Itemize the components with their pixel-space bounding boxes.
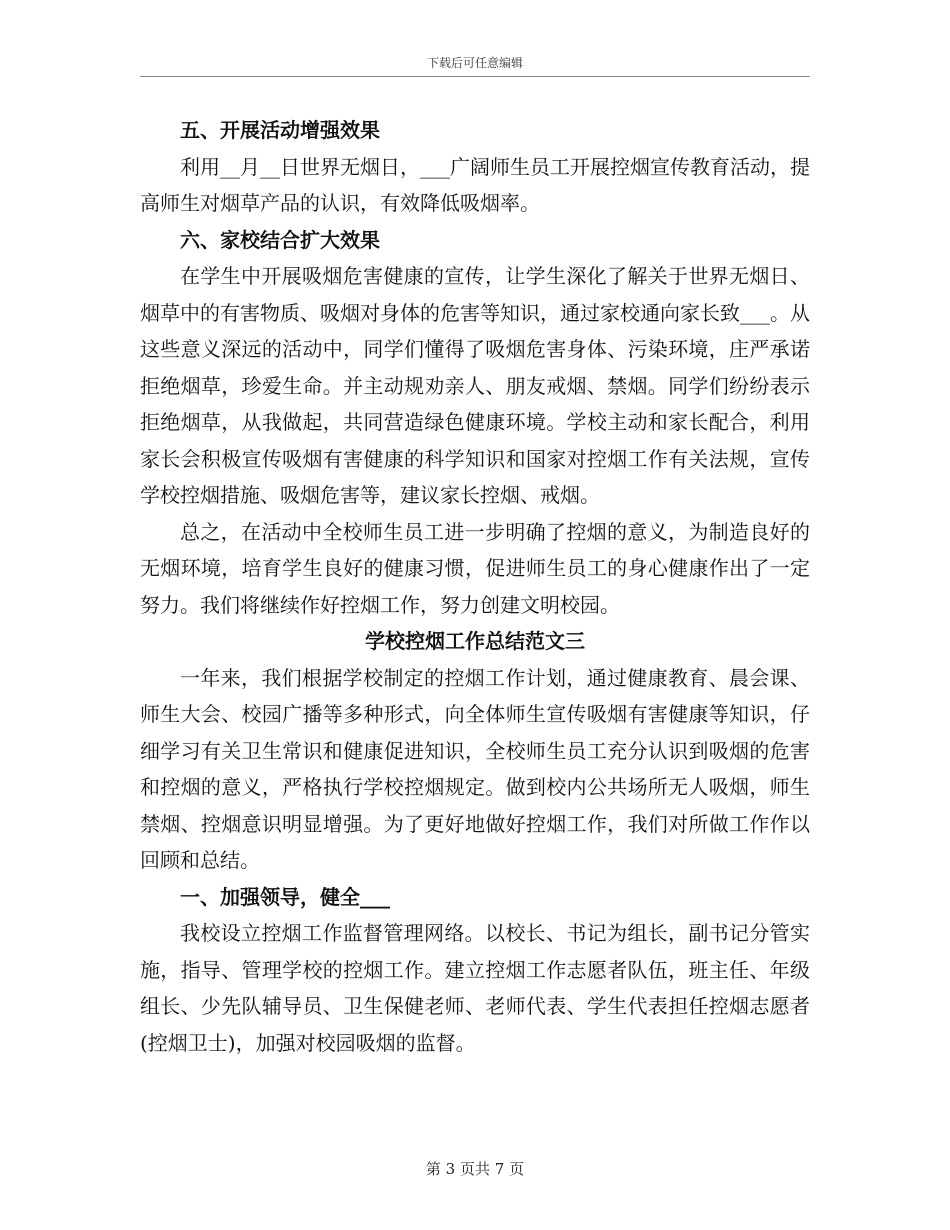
paragraph: 我校设立控烟工作监督管理网络。以校长、书记为组长，副书记分管实施，指导、管理学校的控烟工作。建立控烟工作志愿者队伍，班主任、年级组长、少先队辅导员、卫生保健老师、老师代表、学生代表担任控烟志愿者(控烟卫士)，加强对校园吸烟的监督。: [140, 921, 810, 1055]
section-heading-6: 六、家校结合扩大效果: [180, 227, 380, 252]
section-heading-5: 五、开展活动增强效果: [180, 118, 380, 142]
header-divider: [140, 76, 810, 77]
section-heading-1: 一、加强领导，健全___: [180, 884, 390, 909]
paragraph: 一年来，我们根据学校制定的控烟工作计划，通过健康教育、晨会课、师生大会、校园广播等多种形式，向全体师生宣传吸烟有害健康等知识，仔细学习有关卫生常识和健康促进知识，全校师生员工充分认识到吸烟的危害和控烟的意义，严格执行学校控烟规定。做到校内公共场所无人吸烟，师生禁烟、控烟意识明显增强。为了更好地做好控烟工作，我们对所做工作作以回顾和总结。: [140, 665, 810, 872]
page-number: 第 3 页共 7 页: [425, 1160, 525, 1178]
document-title: 学校控烟工作总结范文三: [365, 629, 585, 653]
paragraph: 总之，在活动中全校师生员工进一步明确了控烟的意义，为制造良好的无烟环境，培育学生良好的健康习惯，促进师生员工的身心健康作出了一定努力。我们将继续作好控烟工作，努力创建文明校园。: [140, 519, 810, 617]
header-note: 下载后可任意编辑: [426, 56, 523, 70]
document-body: [140, 112, 810, 1061]
paragraph: 利用__月__日世界无烟日，___广阔师生员工开展控烟宣传教育活动，提高师生对烟草产品的认识，有效降低吸烟率。: [140, 154, 810, 215]
paragraph: 在学生中开展吸烟危害健康的宣传，让学生深化了解关于世界无烟日、烟草中的有害物质、吸烟对身体的危害等知识，通过家校通向家长致___。从这些意义深远的活动中，同学们懂得了吸烟危害身体、污染环境，庄严承诺拒绝烟草，珍爱生命。并主动规劝亲人、朋友戒烟、禁烟。同学们纷纷表示拒绝烟草，从我做起，共同营造绿色健康环境。学校主动和家长配合，利用家长会积极宣传吸烟有害健康的科学知识和国家对控烟工作有关法规，宣传学校控烟措施、吸烟危害等，建议家长控烟、戒烟。: [140, 264, 810, 507]
